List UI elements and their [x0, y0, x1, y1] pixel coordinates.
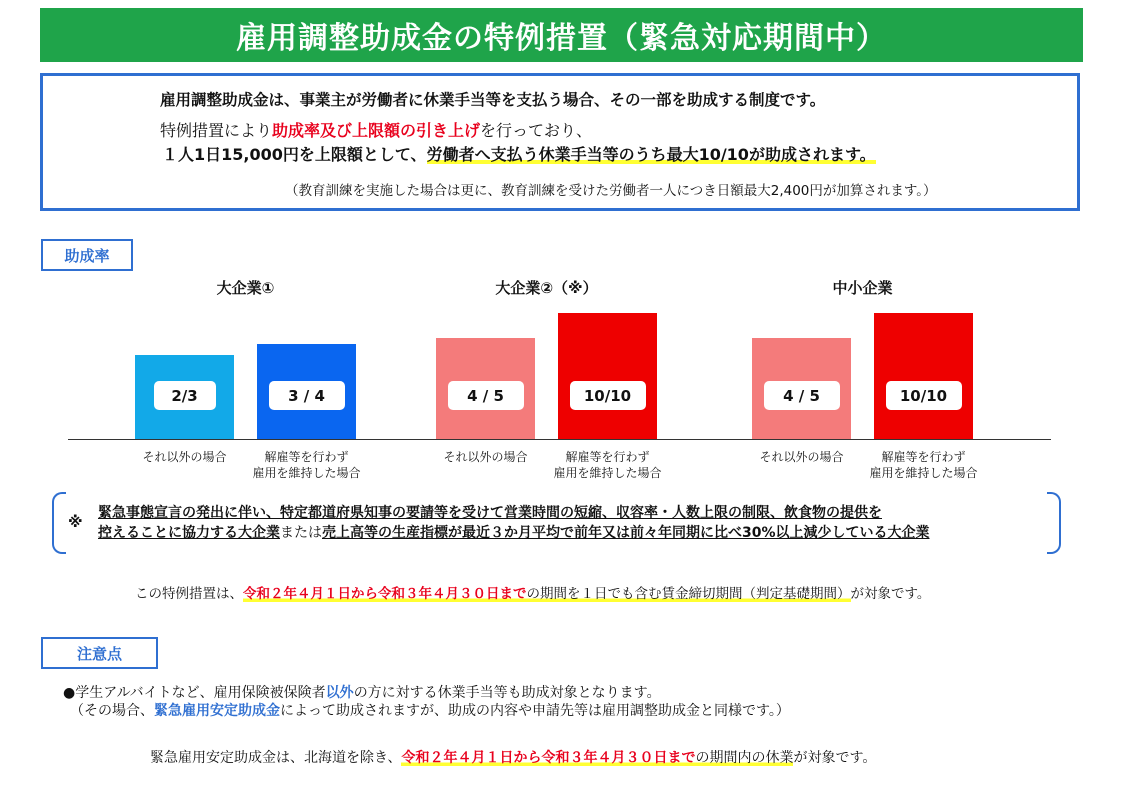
caution-paren-post: によって助成されますが、助成の内容や申請先等は雇用調整助成金と同様です。）: [280, 703, 790, 719]
period-post: が対象です。: [850, 586, 931, 602]
final-pre: 緊急雇用安定助成金は、北海道を除き、: [150, 750, 402, 766]
period-text: [135, 582, 930, 602]
group-title: 大企業①: [216, 279, 275, 297]
bar-value-label: 4 / 5: [764, 381, 840, 410]
chart-bar: [558, 313, 657, 439]
bar-caption-line: それ以外の場合: [142, 450, 227, 464]
bar-caption-line: 解雇等を行わず: [881, 450, 966, 464]
note-mark: ※: [68, 513, 83, 531]
note-line-2: [98, 522, 930, 542]
final-dates: 令和２年４月１日から令和３年４月３０日まで: [401, 750, 696, 766]
final-mid: の期間内の休業: [695, 750, 794, 766]
page-title: 雇用調整助成金の特例措置（緊急対応期間中）: [40, 8, 1083, 62]
note-line-1: 緊急事態宣言の発出に伴い、特定都道府県知事の要請等を受けて営業時間の短縮、収容率・人数上限の制限、飲食物の提供を: [98, 505, 882, 521]
note-line-2-a: 控えることに協力する大企業: [98, 525, 280, 541]
caution-paren-pre: （その場合、: [70, 703, 154, 719]
bar-caption: [553, 449, 661, 481]
rate-section-label: 助成率: [41, 239, 133, 271]
group-title: 中小企業: [832, 279, 893, 297]
period-pre: この特例措置は、: [135, 586, 243, 602]
note-line-2-c: 売上高等の生産指標が最近３か月平均で前年又は前々年同期に比べ30%以上減少している大企業: [322, 525, 930, 541]
bar-value-label: 2/3: [154, 381, 216, 410]
caution-paren-highlight: 緊急雇用安定助成金: [154, 703, 280, 719]
intro-line-3-highlight: 労働者へ支払う休業手当等のうち最大10/10が助成されます。: [426, 145, 876, 164]
bar-value-label: 4 / 5: [448, 381, 524, 410]
caution-bullet-highlight: 以外: [325, 685, 354, 701]
bar-value-label: 10/10: [570, 381, 646, 410]
chart-baseline: [68, 439, 1051, 440]
bar-caption-line: それ以外の場合: [443, 450, 528, 464]
bar-caption: [869, 449, 977, 481]
bar-caption-line: 解雇等を行わず: [264, 450, 349, 464]
intro-line-2: [160, 118, 592, 141]
caution-bullet: [63, 682, 661, 702]
group-title: 大企業②（※）: [495, 279, 598, 297]
intro-line-2-highlight: 助成率及び上限額の引き上げ: [272, 121, 481, 140]
bar-caption-line: 雇用を維持した場合: [869, 466, 978, 480]
intro-summary: 雇用調整助成金は、事業主が労働者に休業手当等を支払う場合、その一部を助成する制度です。: [160, 91, 826, 109]
intro-line-2-post: を行っており、: [480, 121, 593, 140]
bar-caption-line: 雇用を維持した場合: [553, 466, 662, 480]
bar-caption-line: 雇用を維持した場合: [252, 466, 361, 480]
intro-note: （教育訓練を実施した場合は更に、教育訓練を受けた労働者一人につき日額最大2,400円が加算されます。）: [285, 183, 937, 199]
period-mid: の期間を１日でも含む賃金締切期間（判定基礎期間）: [526, 586, 851, 602]
bar-caption: [759, 449, 843, 465]
bar-caption: [252, 449, 360, 481]
final-text: [150, 747, 876, 767]
caution-paren: [70, 700, 790, 720]
note-line-2-b: または: [280, 525, 322, 541]
bar-caption: [443, 449, 527, 465]
bar-caption-line: 解雇等を行わず: [565, 450, 650, 464]
bar-caption: [142, 449, 226, 465]
final-post: が対象です。: [793, 750, 877, 766]
caution-bullet-post: の方に対する休業手当等も助成対象となります。: [353, 685, 661, 701]
note-bracket-right: [1047, 492, 1061, 554]
intro-line-3: [162, 142, 876, 165]
chart-bar: [874, 313, 973, 439]
bar-value-label: 10/10: [886, 381, 962, 410]
caution-bullet-pre: ●学生アルバイトなど、雇用保険被保険者: [63, 685, 326, 701]
intro-line-3-pre: １人1日15,000円を上限額として、: [162, 145, 427, 164]
note-bracket-left: [52, 492, 66, 554]
period-dates: 令和２年４月１日から令和３年４月３０日まで: [243, 586, 527, 602]
caution-section-label: 注意点: [41, 637, 158, 669]
bar-value-label: 3 / 4: [269, 381, 345, 410]
bar-caption-line: それ以外の場合: [759, 450, 844, 464]
intro-line-2-pre: 特例措置により: [160, 121, 273, 140]
